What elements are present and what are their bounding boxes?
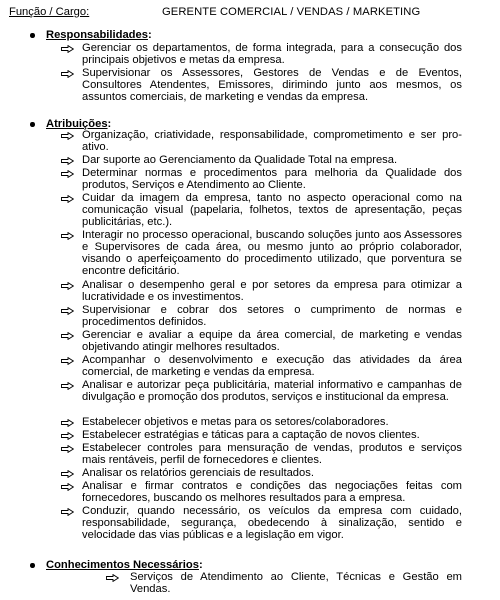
item-text: Conduzir, quando necessário, os veículos da empresa com cuidado, responsabilidade, segurança, obedecendo à sinalização, sentido e velocidade das vias públicas e a legislação em vigor. (82, 505, 462, 541)
item-text: Analisar e firmar contratos e condições das negociações feitas com fornecedores, buscando os melhores resultados para a empresa. (82, 480, 462, 504)
item-text: Estabelecer estratégias e táticas para a captação de novos clientes. (82, 429, 420, 441)
item-text: Supervisionar os Assessores, Gestores de Vendas e de Eventos, Consultores Atendentes, Emissores, dirimindo junto aos mesmos, os assuntos comerciais, de marketing e vendas da empresa. (82, 67, 462, 103)
item-text: Supervisionar e cobrar dos setores o cumprimento de normas e procedimentos definidos. (82, 304, 462, 328)
item-text: Estabelecer objetivos e metas para os setores/colaboradores. (82, 416, 389, 428)
item-text: Analisar o desempenho geral e por setores da empresa para otimizar a lucratividade e os investimentos. (82, 279, 462, 303)
right-arrow-icon (61, 332, 74, 340)
item-text: Gerenciar os departamentos, de forma integrada, para a consecução dos principais objetivos e metas da empresa. (82, 42, 462, 66)
item-text: Interagir no processo operacional, buscando soluções junto aos Assessores e Supervisores de cada área, ou mesmo junto ao próprio colaborador, visando o aperfeiçoamento do procedimento utilizado, que porventura se encontre deficitário. (82, 229, 462, 277)
right-arrow-icon (61, 419, 74, 427)
item-text: Analisar e autorizar peça publicitária, material informativo e campanhas de divulgação e promoção dos produtos, serviços e institucional da empresa. (82, 379, 462, 403)
item-text: Serviços de Atendimento ao Cliente, Técnicas e Gestão em Vendas. (130, 571, 462, 595)
section-title: Conhecimentos Necessários: (46, 559, 203, 571)
section-bullet (30, 33, 35, 38)
right-arrow-icon (61, 157, 74, 165)
item-text: Analisar os relatórios gerenciais de resultados. (82, 467, 314, 479)
right-arrow-icon (61, 70, 74, 78)
job-header (5, 5, 495, 19)
item-text: Estabelecer controles para mensuração de vendas, produtos e serviços mais rentáveis, perfil de fornecedores e clientes. (82, 442, 462, 466)
section-bullet (30, 122, 35, 127)
section-title: Atribuições: (46, 118, 112, 130)
item-text: Dar suporte ao Gerenciamento da Qualidade Total na empresa. (82, 154, 398, 166)
item-text: Organização, criatividade, responsabilidade, comprometimento e ser pro-ativo. (82, 129, 462, 153)
right-arrow-icon (61, 382, 74, 390)
item-text: Acompanhar o desenvolvimento e execução das atividades da área comercial, de marketing e vendas da empresa. (82, 354, 462, 378)
right-arrow-icon (61, 232, 74, 240)
item-text: Determinar normas e procedimentos para melhoria da Qualidade dos produtos, Serviços e Atendimento ao Cliente. (82, 167, 462, 191)
right-arrow-icon (61, 132, 74, 140)
right-arrow-icon (61, 432, 74, 440)
right-arrow-icon (61, 470, 74, 478)
right-arrow-icon (61, 282, 74, 290)
right-arrow-icon (61, 195, 74, 203)
right-arrow-icon (61, 357, 74, 365)
right-arrow-icon (61, 483, 74, 491)
job-title-value: GERENTE COMERCIAL / VENDAS / MARKETING (162, 6, 421, 18)
right-arrow-icon (61, 45, 74, 53)
job-title-label: Função / Cargo: (9, 6, 90, 18)
right-arrow-icon (61, 307, 74, 315)
section-title: Responsabilidades: (46, 29, 152, 41)
section-bullet (30, 563, 35, 568)
item-text: Cuidar da imagem da empresa, tanto no aspecto operacional como na comunicação visual (papelaria, folhetos, textos de apresentação, peças publicitárias, etc.). (82, 192, 462, 228)
right-arrow-icon (106, 574, 119, 582)
item-text: Gerenciar e avaliar a equipe da área comercial, de marketing e vendas objetivando atingir melhores resultados. (82, 329, 462, 353)
right-arrow-icon (61, 508, 74, 516)
right-arrow-icon (61, 445, 74, 453)
right-arrow-icon (61, 170, 74, 178)
